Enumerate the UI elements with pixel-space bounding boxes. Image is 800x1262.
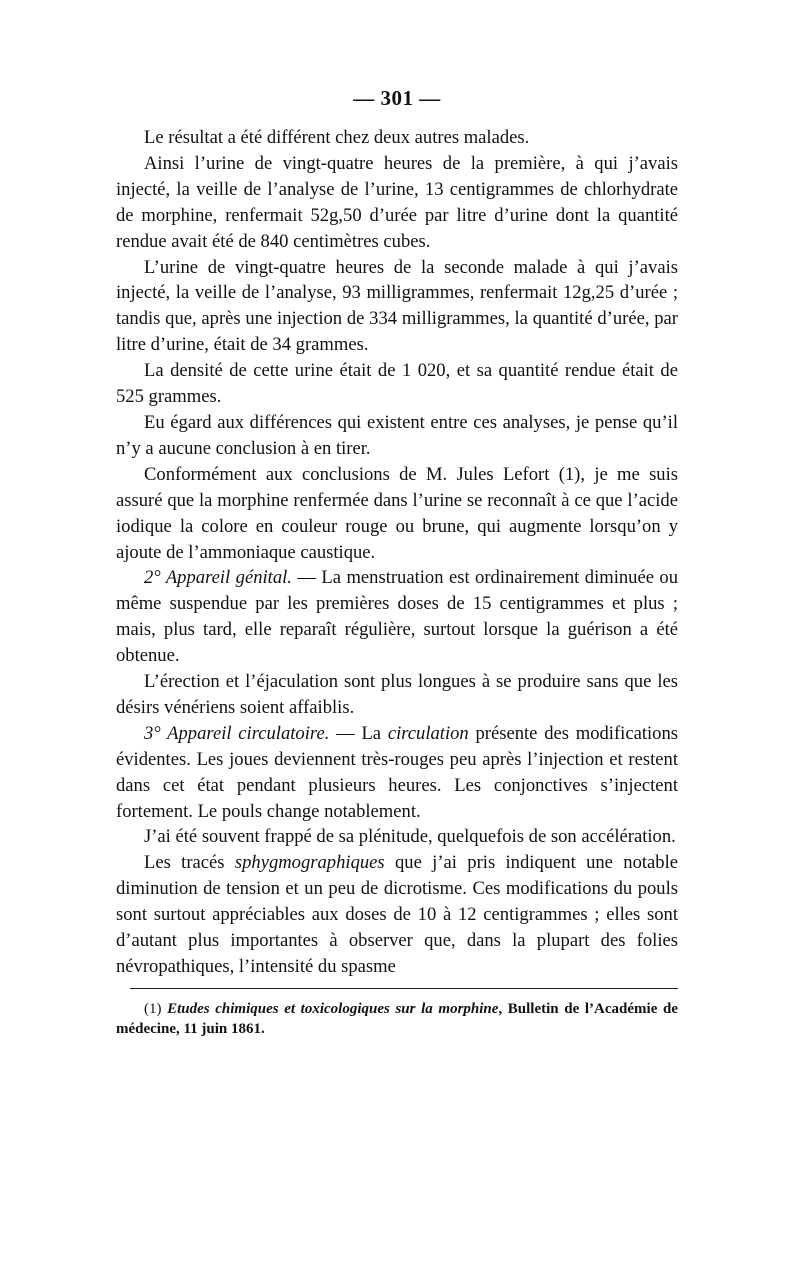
genital-text: — La menstruation est ordinairement diminuée ou même suspendue par les premières doses de 15 centigrammes et plus ; mais, plus tard, elle reparaît régulière, surtout lorsque la guérison a été obtenue. (116, 567, 678, 667)
paragraph-result: Le résultat a été différent chez deux autres malades. (144, 127, 530, 148)
footnote-divider (130, 988, 678, 989)
paragraph-pouls: J’ai été souvent frappé de sa plénitude, quelquefois de son accélération. (144, 826, 676, 848)
footnote (116, 999, 678, 1039)
book-page (116, 86, 678, 1054)
paragraph-lefort: Conformément aux conclusions de M. Jules Lefort (1), je me suis assuré que la morphine renfermée dans l’urine se reconnaît à ce que l’acide iodique la colore en couleur rouge ou brune, qui augmente lorsqu’on y ajoute de l’ammoniaque caustique. (116, 463, 678, 563)
circulatoire-dash: — La (329, 722, 388, 744)
traces-before: Les tracés (144, 852, 235, 874)
footnote-reference: , Bulletin de l’Académie de médecine, 11 juin 1861. (116, 1000, 678, 1037)
paragraph-conclusion: Eu égard aux différences qui existent entre ces analyses, je pense qu’il n’y a aucune conclusion à en tirer. (116, 411, 678, 459)
circulation-word: circulation (387, 722, 469, 744)
footnote-marker: (1) (144, 1000, 168, 1017)
sphygmographiques-word: sphygmographiques (234, 852, 385, 874)
paragraph-density: La densité de cette urine était de 1 020, et sa quantité rendue était de 525 grammes. (116, 360, 678, 408)
footnote-title: Etudes chimiques et toxicologiques sur la morphine (167, 1000, 499, 1017)
circulatoire-text: présente des modifications évidentes. Les joues deviennent très-rouges peu après l’injection et restent dans cet état pendant plusieurs heures. Les conjonctives s’injectent fortement. Le pouls change notablement. (116, 722, 678, 822)
genital-heading: 2° Appareil génital. (144, 567, 292, 589)
paragraph-circulatoire (116, 721, 678, 825)
page-number: — 301 — (353, 86, 441, 110)
paragraph-first-patient: Ainsi l’urine de vingt-quatre heures de la première, à qui j’avais injecté, la veille de l’analyse de l’urine, 13 centigrammes de chlorhydrate de morphine, renfermait 52g,50 d’urée par litre d’urine dont la quantité rendue avait été de 840 centimètres cubes. (116, 152, 678, 252)
paragraph-erection: L’érection et l’éjaculation sont plus longues à se produire sans que les désirs vénériens soient affaiblis. (116, 671, 678, 718)
paragraph-second-patient: L’urine de vingt-quatre heures de la seconde malade à qui j’avais injecté, la veille de l’analyse, 93 milligrammes, renfermait 12g,25 d’urée ; tandis que, après une injection de 334 milligrammes, la quantité d’urée, par litre d’urine, était de 34 grammes. (116, 256, 678, 356)
circulatoire-heading: 3° Appareil circulatoire. (144, 722, 330, 744)
paragraph-genital (116, 565, 678, 669)
paragraph-traces (116, 850, 678, 980)
traces-after: que j’ai pris indiquent une notable diminution de tension et un peu de dicrotisme. Ces modifications du pouls sont surtout appréciables aux doses de 10 à 12 centigrammes ; elles sont d’autant plus importantes à observer que, dans la plupart des folies névropathiques, l’intensité du spasme (116, 852, 678, 977)
